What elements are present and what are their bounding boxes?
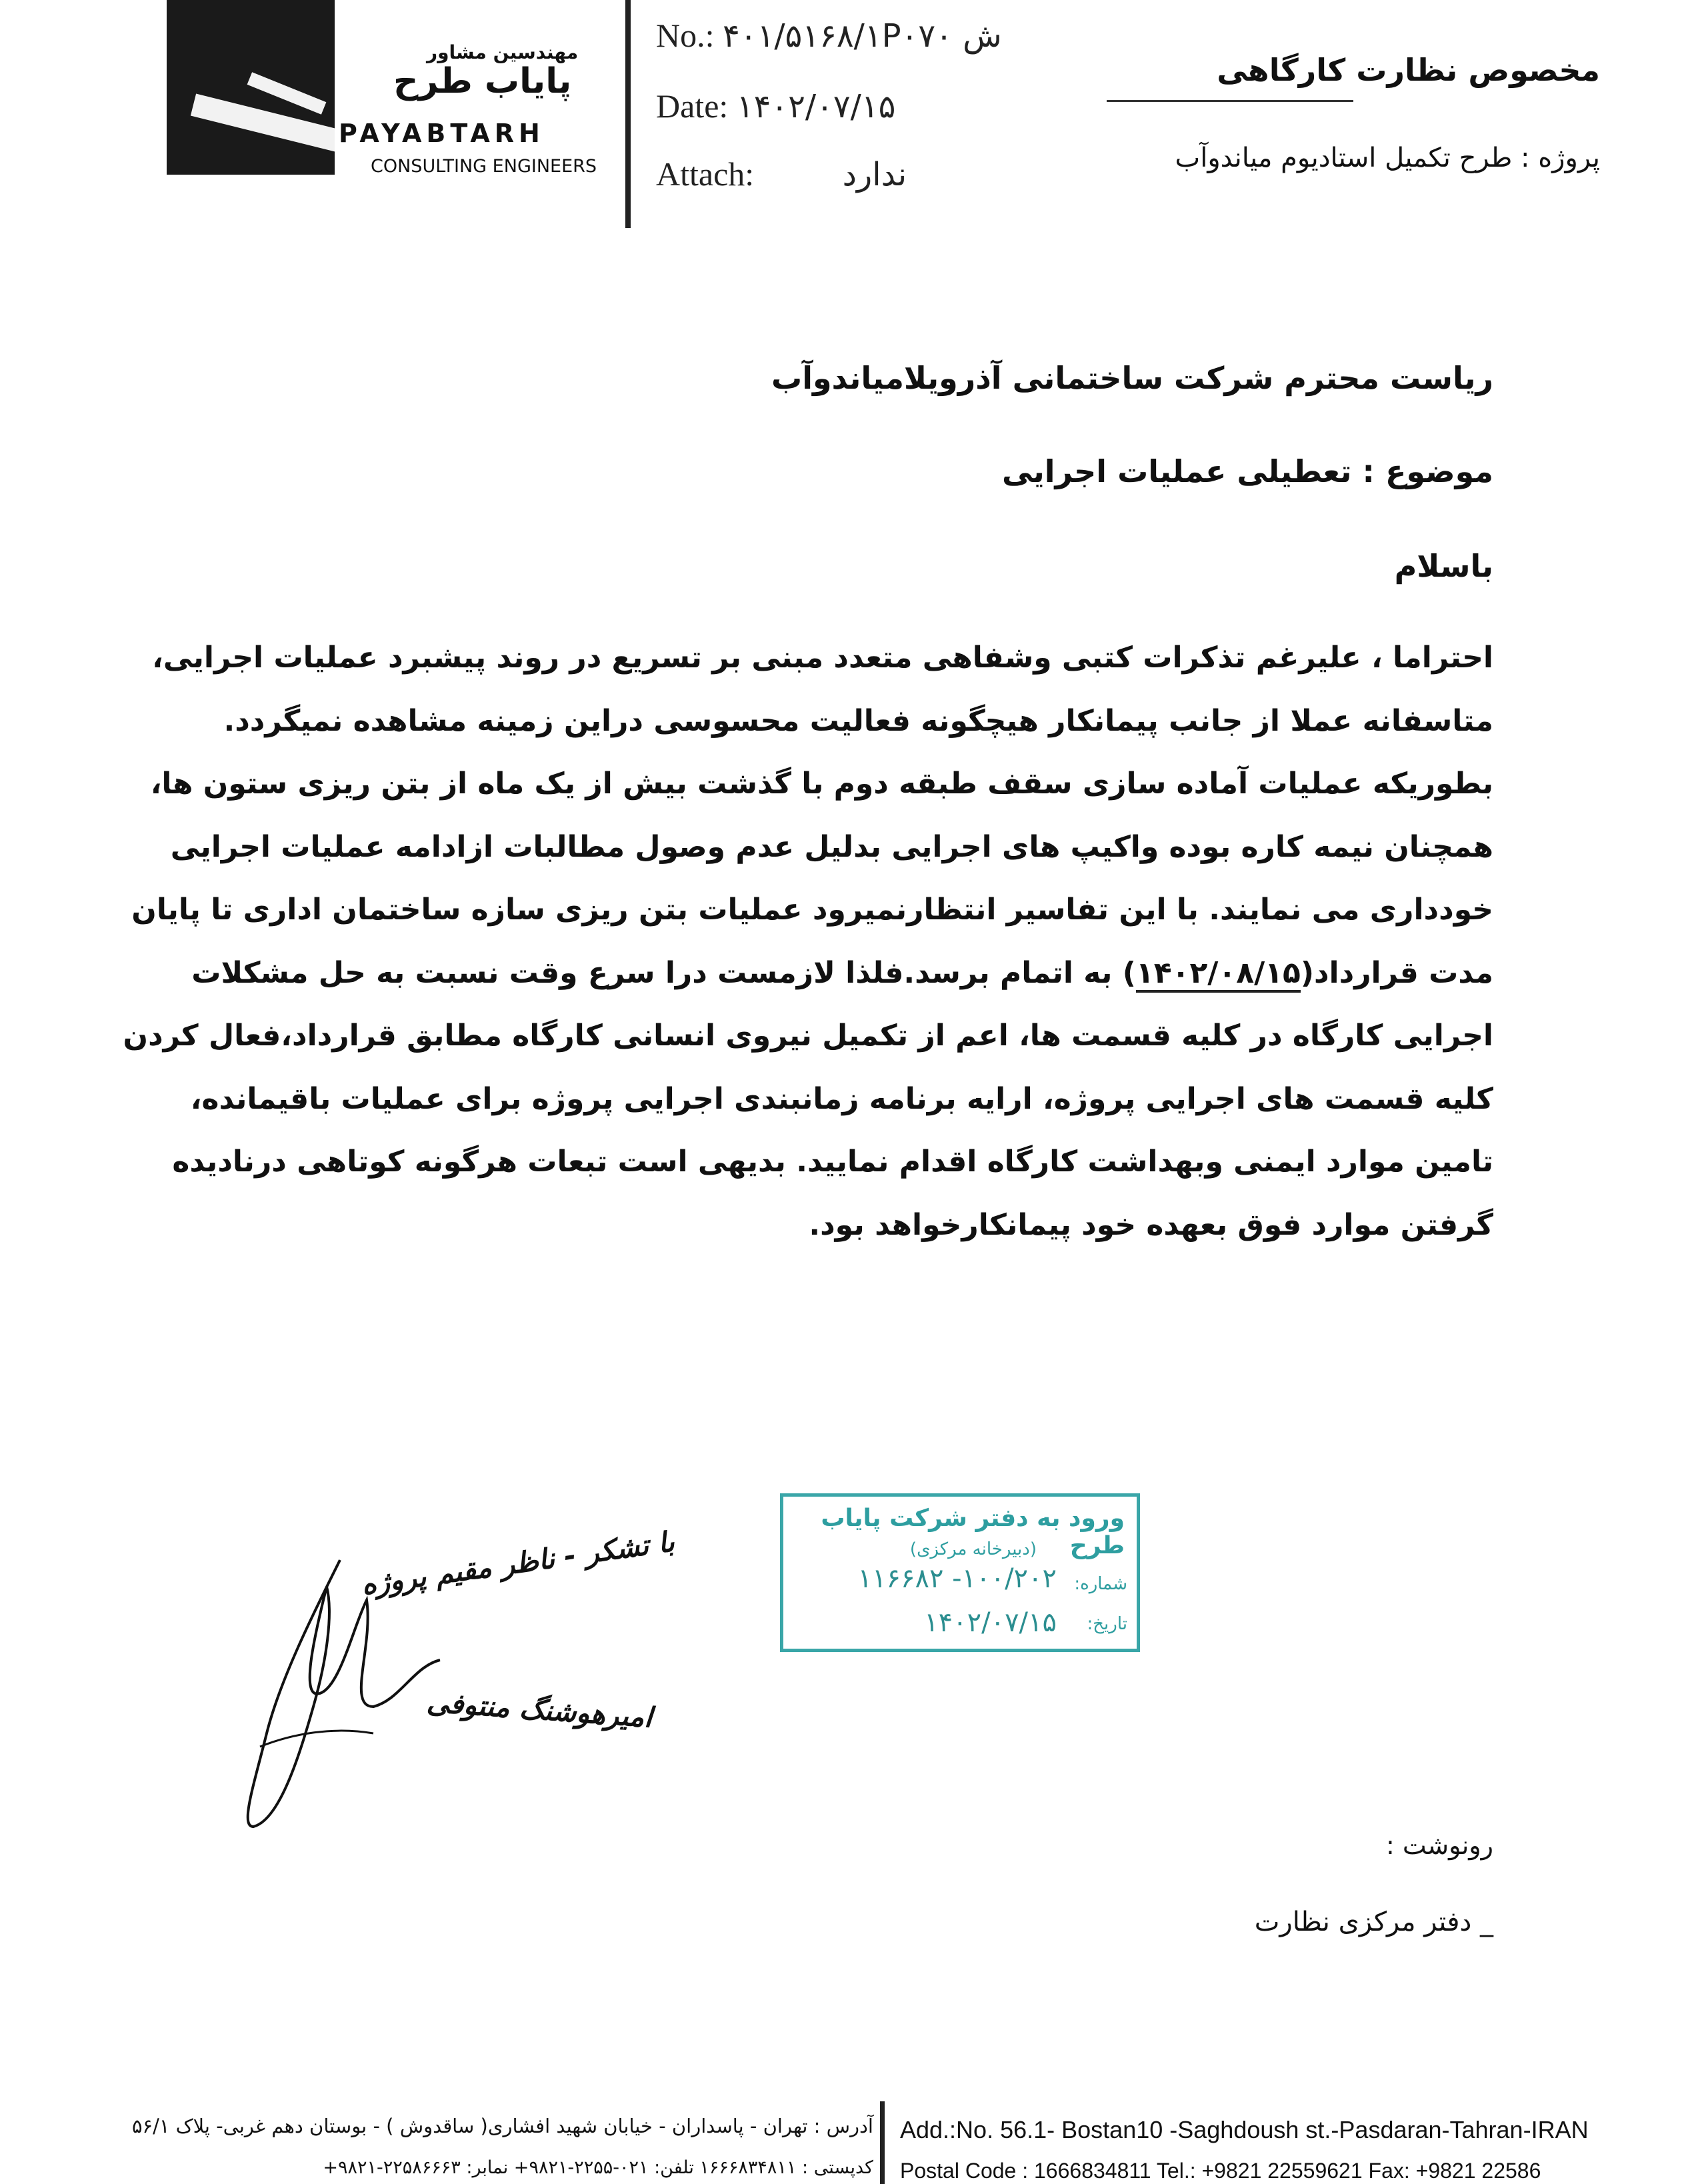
- supervision-underline: [1107, 100, 1353, 102]
- body-line: تامین موارد ایمنی وبهداشت کارگاه اقدام نمایید. بدیهی است تبعات هرگونه کوتاهی درنادیده: [172, 1145, 1493, 1179]
- stamp-title: ورود به دفتر شرکت پایاب طرح: [821, 1505, 1125, 1559]
- letter-attach-label: Attach:: [656, 155, 755, 193]
- contract-end-date: ۱۴۰۲/۰۸/۱۵: [1136, 956, 1301, 993]
- body-line-part: ) به اتمام برسد.فلذا لازمست درا سرع وقت نسبت به حل مشکلات: [191, 955, 1136, 990]
- body-line: [191, 942, 1493, 1005]
- brand-subtitle-en: CONSULTING ENGINEERS: [371, 156, 597, 177]
- letter-date-label: Date:: [656, 87, 729, 125]
- letter-number-label: No.:: [656, 17, 715, 54]
- brand-subtitle-fa: مهندسین مشاور: [427, 41, 579, 63]
- letter-date-value: ۱۴۰۲/۰۷/۱۵: [736, 88, 896, 125]
- registration-stamp: [780, 1493, 1140, 1652]
- body-line: همچنان نیمه کاره بوده واکیپ های اجرایی بدلیل عدم وصول مطالبات ازادامه عملیات اجرایی: [170, 829, 1493, 864]
- signer-name: امیرهوشنگ منتوفی: [425, 1685, 653, 1734]
- body-line: متاسفانه عملا از جانب پیمانکار هیچگونه فعالیت محسوسی دراین زمینه مشاهده نمیگردد.: [223, 703, 1493, 738]
- letter-number-value: ۴۰۱/۵۱۶۸/۱P۰۷۰ ش: [723, 17, 1002, 55]
- subject: موضوع : تعطیلی عملیات اجرایی: [1001, 453, 1493, 489]
- brand-name-fa: پایاب طرح: [393, 61, 572, 101]
- cc-label: رونوشت :: [1386, 1831, 1493, 1860]
- body-line: گرفتن موارد فوق بعهده خود پیمانکارخواهد بود.: [809, 1207, 1493, 1242]
- stamp-number-value: ۱۰۰/۲۰۲- ۱۱۶۶۸۲: [857, 1563, 1057, 1594]
- stamp-number-label: شماره:: [1074, 1574, 1127, 1594]
- company-logo: [167, 0, 335, 175]
- letter-attach-field: [656, 155, 907, 193]
- header-divider: [625, 0, 631, 228]
- salutation: باسلام: [1394, 548, 1493, 584]
- letter-date-field: [656, 87, 895, 125]
- letter-attach-value: ندارد: [842, 156, 907, 193]
- footer-contact-en: Postal Code : 1666834811 Tel.: +9821 22559621 Fax: +9821 22586: [900, 2159, 1541, 2183]
- stamp-date-value: ۱۴۰۲/۰۷/۱۵: [924, 1607, 1057, 1638]
- body-line: احتراما ، علیرغم تذکرات کتبی وشفاهی متعدد مبنی بر تسریع در روند پیشبرد عملیات اجرایی،: [152, 641, 1493, 675]
- stamp-date-label: تاریخ:: [1087, 1614, 1127, 1634]
- signer-role: با تشکر - ناظر مقیم پروژه: [359, 1525, 677, 1601]
- footer-contact-fa: کدپستی : ۱۶۶۶۸۳۴۸۱۱ تلفن: ۰۲۱-۲۲۵۵-۹۸۲۱+ نمابر: ۲۲۵۸۶۶۶۳-۹۸۲۱+: [323, 2157, 873, 2178]
- recipient: ریاست محترم شرکت ساختمانی آذرویلامیاندوآب: [771, 360, 1493, 396]
- body-line: بطوریکه عملیات آماده سازی سقف طبقه دوم با گذشت بیش از یک ماه از بتن ریزی ستون ها،: [150, 767, 1493, 801]
- brand-name-en: PAYABTARH: [339, 119, 545, 148]
- footer-divider: [880, 2101, 885, 2184]
- stamp-subtitle: (دبیرخانه مرکزی): [909, 1539, 1037, 1559]
- cc-item: _ دفتر مرکزی نظارت: [1254, 1907, 1493, 1937]
- body-line: خودداری می نمایند. با این تفاسیر انتظارنمیرود عملیات بتن ریزی سازه ساختمان اداری تا پایان: [131, 893, 1493, 927]
- body-line-part: مدت قرارداد(: [1300, 955, 1493, 990]
- letter-body: [123, 627, 1493, 1257]
- footer-address-fa: آدرس : تهران - پاسداران - خیابان شهید افشاری( ساقدوش ) - بوستان دهم غربی- پلاک ۵۶/۱: [131, 2115, 873, 2137]
- body-line: کلیه قسمت های اجرایی پروژه، ارایه برنامه زمانبندی اجرایی پروژه برای عملیات باقیمانده،: [190, 1081, 1493, 1116]
- project-title: پروژه : طرح تکمیل استادیوم میاندوآب: [1175, 143, 1600, 173]
- footer-address-en: Add.:No. 56.1- Bostan10 -Saghdoush st.-Pasdaran-Tahran-IRAN: [900, 2116, 1589, 2143]
- supervision-title: مخصوص نظارت کارگاهی: [1217, 52, 1600, 88]
- letter-number-field: [656, 16, 1002, 55]
- body-line: اجرایی کارگاه در کلیه قسمت ها، اعم از تکمیل نیروی انسانی کارگاه مطابق قرارداد،فعال کردن: [123, 1019, 1493, 1053]
